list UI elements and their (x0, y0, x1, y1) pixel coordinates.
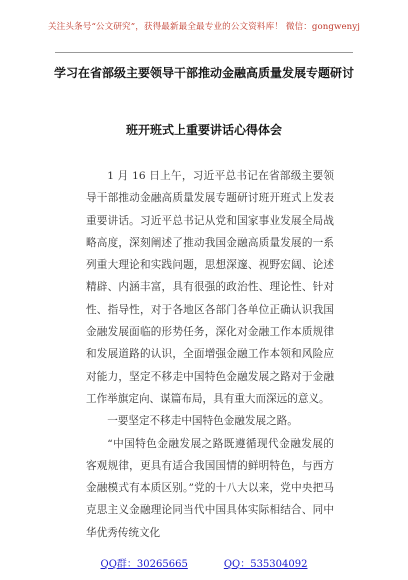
document-title-line2: 班开班式上重要讲话心得体会 (125, 123, 282, 137)
banner-text: 关注头条号“公文研究”，获得最新最全最专业的公文资料库！ 微信：gongwenyj (47, 22, 361, 32)
qq-contact-link[interactable]: QQ：535304092 (223, 559, 308, 570)
document-body (86, 165, 334, 544)
document-title-line1: 学习在省部级主要领导干部推动金融高质量发展专题研讨 (53, 66, 354, 80)
header-banner (0, 0, 408, 52)
body-paragraph: 1 月 16 日上午，习近平总书记在省部级主要领导干部推动金融高质量发展专题研讨班开班式上发表重要讲话。习近平总书记从党和国家事业发展全局战略高度，深刻阐述了推动我国金融高质量发展的一系列重大理论和实践问题，思想深邃、视野宏阔、论述精辟、内涵丰富，具有很强的政治性、理论性、针对性、指导性，对于各地区各部门各单位正确认识我国金融发展面临的形势任务，深化对金融工作本质规律和发展道路的认识，全面增强金融工作本领和风险应对能力，坚定不移走中国特色金融发展之路对于金融工作举旗定向、谋篇布局，具有重大而深远的意义。 (86, 170, 334, 405)
header-divider (55, 52, 353, 53)
body-paragraph: “中国特色金融发展之路既遵循现代金融发展的客观规律，更具有适合我国国情的鲜明特色，与西方金融模式有本质区别。”党的十八大以来，党中央把马克思主义金融理论同当代中国具体实际相结合、同中华优秀传统文化 (86, 437, 334, 539)
footer-contacts (0, 555, 408, 575)
qq-group-link[interactable]: QQ群：30265665 (100, 559, 188, 570)
section-heading: 一要坚定不移走中国特色金融发展之路。 (107, 415, 298, 428)
